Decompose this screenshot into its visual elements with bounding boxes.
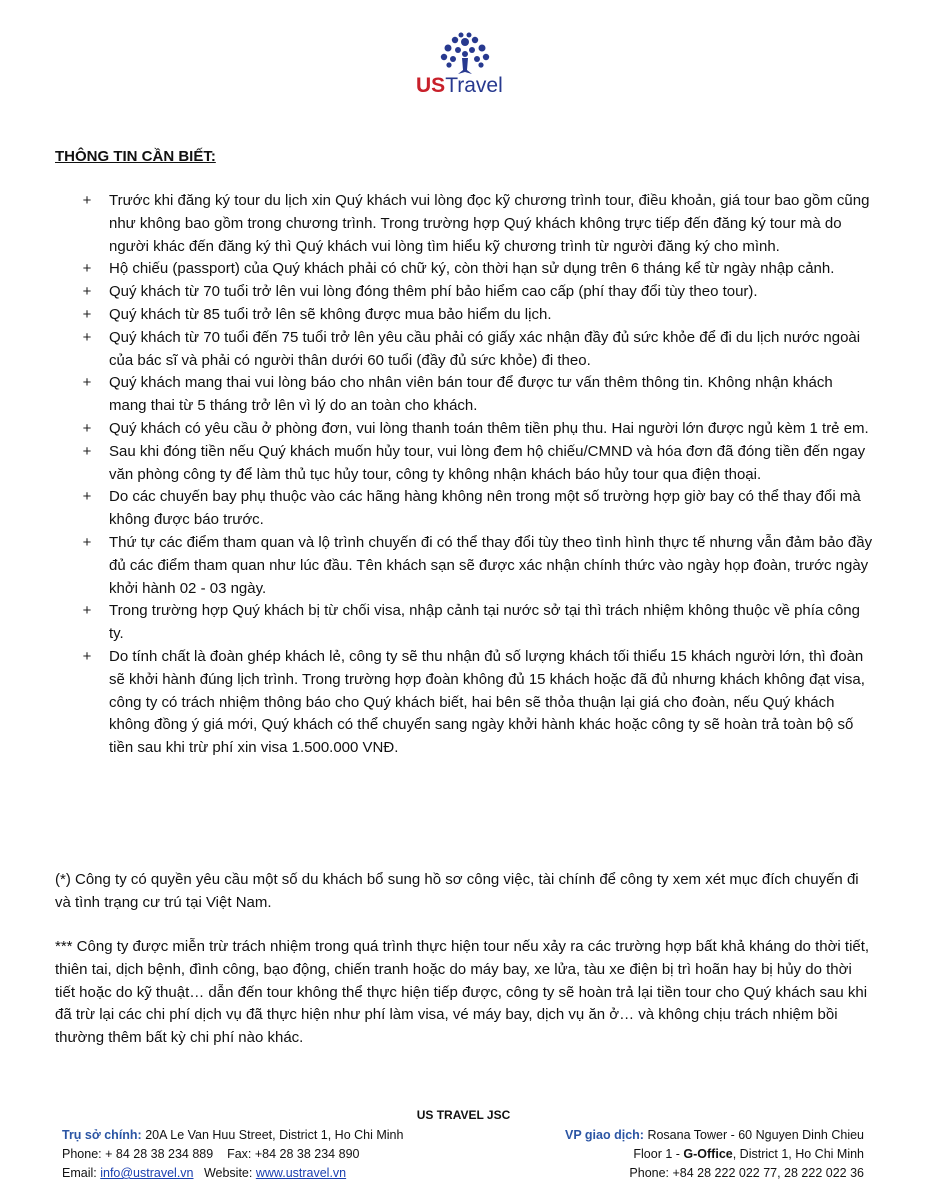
list-item: [80, 327, 874, 373]
plus-bullet-icon: +: [82, 533, 92, 551]
list-item: [80, 281, 874, 304]
hq-label: Trụ sở chính:: [62, 1128, 142, 1142]
list-item-text: Quý khách có yêu cầu ở phòng đơn, vui lòng thanh toán thêm tiền phụ thu. Hai người lớn được ngủ kèm 1 trẻ em.: [109, 419, 869, 437]
plus-bullet-icon: +: [82, 305, 92, 323]
list-item-text: Trước khi đăng ký tour du lịch xin Quý khách vui lòng đọc kỹ chương trình tour, điều khoản, giá tour bao gồm cũng như không bao gồm trong chương trình. Trong trường hợp Quý khách không trực tiếp đến đăng ký tour mà do người khác đến đăng ký thì Quý khách vui lòng tìm hiểu kỹ chương trình từ người đăng ký cho mình.: [109, 192, 870, 255]
office-label: VP giao dịch:: [565, 1128, 644, 1142]
list-item-text: Quý khách từ 85 tuổi trở lên sẽ không được mua bảo hiểm du lịch.: [109, 305, 552, 323]
list-item-text: Do tính chất là đoàn ghép khách lẻ, công ty sẽ thu nhận đủ số lượng khách tối thiểu 15 khách người lớn, thì đoàn sẽ khởi hành đúng lịch trình. Trong trường hợp đoàn không đủ 15 khách hoặc đã đủ nhưng khách không đạt visa, công ty có trách nhiệm thông báo cho Quý khách biết, hai bên sẽ thỏa thuận lại giá cho đoàn, nếu Quý khách không đồng ý giá mới, Quý khách có thể chuyển sang ngày khởi hành khác hoặc công ty sẽ hoàn trả toàn bộ số tiền sau khi trừ phí xin visa 1.500.000 VNĐ.: [109, 647, 865, 757]
plus-bullet-icon: +: [82, 260, 92, 278]
floor-office: G-Office: [683, 1147, 733, 1161]
list-item: [80, 258, 874, 281]
list-item-text: Quý khách từ 70 tuổi đến 75 tuổi trở lên yêu cầu phải có giấy xác nhận đầy đủ sức khỏe để đi du lịch nước ngoài của bác sĩ và phải có người thân dưới 60 tuổi (đầy đủ sức khỏe) đi theo.: [109, 328, 861, 369]
list-item: [80, 190, 874, 258]
footer-transaction-office: [565, 1126, 864, 1183]
list-item: [80, 418, 874, 441]
list-item-text: Do các chuyến bay phụ thuộc vào các hãng hàng không nên trong một số trường hợp giờ bay có thể thay đổi mà không được báo trước.: [109, 488, 861, 529]
plus-bullet-icon: +: [82, 488, 92, 506]
list-item: [80, 441, 874, 487]
note-company-rights: (*) Công ty có quyền yêu cầu một số du khách bổ sung hồ sơ công việc, tài chính để công ty xem xét mục đích chuyến đi và tình trạng cư trú tại Việt Nam.: [55, 871, 859, 911]
list-item-text: Thứ tự các điểm tham quan và lộ trình chuyến đi có thể thay đổi tùy theo tình hình thực tế nhưng vẫn đảm bảo đầy đủ các điểm tham quan như lúc đầu. Tên khách sạn sẽ được xác nhận chính thức vào ngày họp đoàn, trước ngày khởi hành 02 - 03 ngày.: [109, 533, 873, 597]
list-item: [80, 486, 874, 532]
footer-head-office: [62, 1126, 403, 1183]
list-item-text: Sau khi đóng tiền nếu Quý khách muốn hủy tour, vui lòng đem hộ chiếu/CMND và hóa đơn đã đóng tiền đến ngay văn phòng công ty để làm thủ tục hủy tour, công ty không nhận khách báo hủy tour qua điện thoại.: [109, 442, 866, 483]
list-item: [80, 532, 874, 600]
plus-bullet-icon: +: [82, 442, 92, 460]
plus-bullet-icon: +: [82, 602, 92, 620]
list-item: [80, 646, 874, 760]
us-travel-logo-text: [416, 74, 503, 98]
hq-address: 20A Le Van Huu Street, District 1, Ho Chi Minh: [145, 1128, 404, 1142]
phone-fax: Phone: + 84 28 38 234 889 Fax: +84 28 38 234 890: [62, 1147, 360, 1161]
contact-line: [62, 1164, 403, 1183]
logo-travel: Travel: [445, 74, 503, 97]
list-item-text: Quý khách mang thai vui lòng báo cho nhân viên bán tour để được tư vấn thêm thông tin. Không nhận khách mang thai từ 5 tháng trở lên vì lý do an toàn cho khách.: [109, 374, 833, 415]
office-phone: Phone: +84 28 222 022 77, 28 222 022 36: [629, 1166, 864, 1180]
section-heading: THÔNG TIN CẦN BIẾT:: [55, 148, 216, 165]
list-item: [80, 372, 874, 418]
office-address: Rosana Tower - 60 Nguyen Dinh Chieu: [647, 1128, 864, 1142]
footer-company-name: US TRAVEL JSC: [416, 1108, 511, 1122]
floor-line: [565, 1145, 864, 1164]
plus-bullet-icon: +: [82, 419, 92, 437]
email-label: Email:: [62, 1166, 97, 1180]
plus-bullet-icon: +: [82, 328, 92, 346]
logo-us: US: [416, 74, 446, 97]
list-item-text: Quý khách từ 70 tuổi trở lên vui lòng đóng thêm phí bảo hiểm cao cấp (phí thay đổi tùy theo tour).: [109, 283, 758, 301]
website-label: Website:: [203, 1166, 253, 1180]
hq-line: [62, 1126, 403, 1145]
plus-bullet-icon: +: [82, 647, 92, 665]
info-list: [80, 190, 874, 760]
floor-prefix: Floor 1 -: [633, 1147, 684, 1161]
plus-bullet-icon: +: [82, 374, 92, 392]
website-link[interactable]: www.ustravel.vn: [255, 1166, 347, 1180]
office-line: [565, 1126, 864, 1145]
list-item: [80, 600, 874, 646]
list-item-text: Hộ chiếu (passport) của Quý khách phải có chữ ký, còn thời hạn sử dụng trên 6 tháng kể từ ngày nhập cảnh.: [109, 260, 835, 278]
plus-bullet-icon: +: [82, 283, 92, 301]
note-force-majeure: *** Công ty được miễn trừ trách nhiệm trong quá trình thực hiện tour nếu xảy ra các trường hợp bất khả kháng do thời tiết, thiên tai, dịch bệnh, đình công, bạo động, chiến tranh hoặc do máy bay, xe lửa, tàu xe điện bị trì hoãn hay bị hủy do thời tiết hoặc do kỹ thuật… dẫn đến tour không thể thực hiện tiếp được, công ty sẽ hoàn trả lại tiền tour cho Quý khách sau khi đã trừ lại các chi phí dịch vụ đã thực hiện như phí làm visa, vé máy bay, dịch vụ ăn ở… và không chịu trách nhiệm bồi thường thêm bất kỳ chi phí nào khác.: [55, 938, 870, 1047]
floor-suffix: , District 1, Ho Chi Minh: [732, 1147, 864, 1161]
email-link[interactable]: info@ustravel.vn: [100, 1166, 194, 1180]
list-item: [80, 304, 874, 327]
list-item-text: Trong trường hợp Quý khách bị từ chối visa, nhập cảnh tại nước sở tại thì trách nhiệm không thuộc về phía công ty.: [109, 602, 860, 643]
plus-bullet-icon: +: [82, 192, 92, 209]
